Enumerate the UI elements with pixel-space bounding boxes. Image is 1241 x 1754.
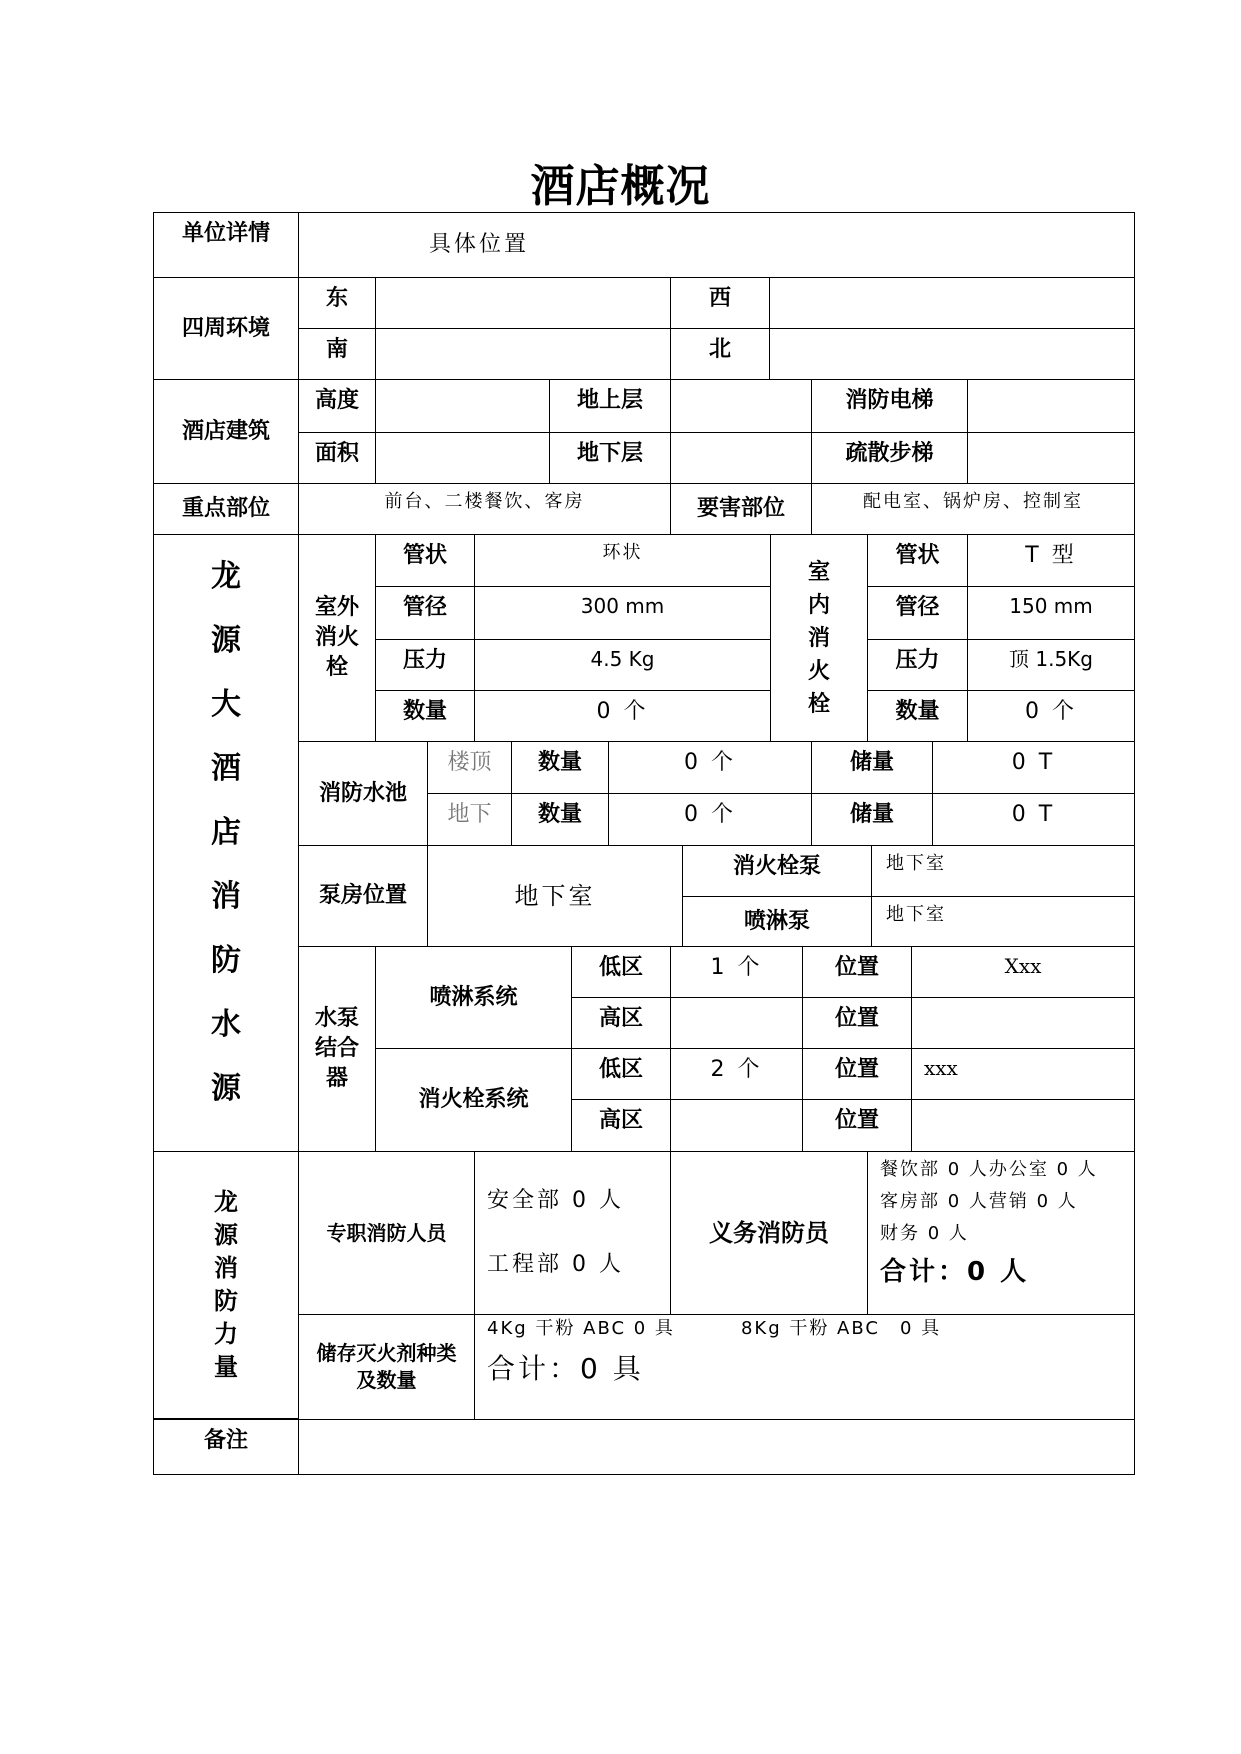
volunteer-firefighters-label: 义务消防员 xyxy=(670,1151,868,1315)
fire-elevator-label: 消防电梯 xyxy=(811,379,968,433)
hotel-overview-table xyxy=(153,212,1135,1475)
hydrant-high-position-label: 位置 xyxy=(802,1099,912,1152)
north-value xyxy=(769,328,1135,380)
north-label: 北 xyxy=(670,328,770,380)
fire-pool-basement-storage: 0 T xyxy=(932,793,1135,846)
height-value xyxy=(375,379,550,433)
pump-adapter-label: 水泵 结合 器 xyxy=(298,946,376,1152)
fire-pool-roof-label: 楼顶 xyxy=(427,741,512,794)
fire-pool-basement-label: 地下 xyxy=(427,793,512,846)
south-label: 南 xyxy=(298,328,376,380)
indoor-count-value: 0 个 xyxy=(967,690,1135,742)
fire-elevator-value xyxy=(967,379,1135,433)
evac-stairs-label: 疏散步梯 xyxy=(811,432,968,484)
key-parts-label: 重点部位 xyxy=(153,483,299,535)
vital-parts-label: 要害部位 xyxy=(670,483,812,535)
sprinkler-low-position-label: 位置 xyxy=(802,946,912,998)
hydrant-high-position xyxy=(911,1099,1135,1152)
volunteer-total: 合计：0 人 xyxy=(880,1257,1030,1287)
outdoor-pressure-label: 压力 xyxy=(375,639,475,691)
unit-location: 具体位置 xyxy=(298,212,1135,278)
remarks-value xyxy=(298,1419,1135,1475)
south-value xyxy=(375,328,671,380)
sprinkler-low-count: 1 个 xyxy=(670,946,803,998)
extinguisher-total: 合计：0 具 xyxy=(487,1352,644,1386)
security-dept-count: 安全部 0 人 xyxy=(487,1188,624,1214)
outdoor-pipe-shape-label: 管状 xyxy=(375,534,475,587)
indoor-diameter-label: 管径 xyxy=(867,586,968,640)
volunteer-line: 餐饮部 0 人办公室 0 人 xyxy=(880,1159,1098,1180)
east-value xyxy=(375,277,671,329)
hydrant-high-count xyxy=(670,1099,803,1152)
extinguisher-4kg: 4Kg 干粉 ABC 0 具 xyxy=(487,1318,675,1339)
outdoor-hydrant-label: 室外 消火 栓 xyxy=(298,534,376,742)
west-label: 西 xyxy=(670,277,770,329)
area-label: 面积 xyxy=(298,432,376,484)
sprinkler-low-position: Xxx xyxy=(911,946,1135,998)
indoor-diameter-value: 150 mm xyxy=(967,586,1135,640)
hydrant-high-label: 高区 xyxy=(571,1099,671,1152)
hydrant-low-label: 低区 xyxy=(571,1048,671,1100)
indoor-pressure-label: 压力 xyxy=(867,639,968,691)
sprinkler-low-label: 低区 xyxy=(571,946,671,998)
above-floors-label: 地上层 xyxy=(549,379,671,433)
fire-pool-label: 消防水池 xyxy=(298,741,428,846)
fire-pool-basement-count: 0 个 xyxy=(608,793,812,846)
pump-room-value: 地下室 xyxy=(427,845,683,947)
sprinkler-high-label: 高区 xyxy=(571,997,671,1049)
indoor-pressure-value: 顶 1.5Kg xyxy=(967,639,1135,691)
fire-pool-roof-count: 0 个 xyxy=(608,741,812,794)
area-value xyxy=(375,432,550,484)
outdoor-diameter-value: 300 mm xyxy=(474,586,771,640)
page-title: 酒店概况 xyxy=(530,161,711,212)
full-time-firefighters-label: 专职消防人员 xyxy=(298,1151,475,1315)
water-source-side-label: 龙 源 大 酒 店 消 防 水 源 xyxy=(153,534,299,1152)
engineering-dept-count: 工程部 0 人 xyxy=(487,1252,624,1277)
outdoor-pipe-shape-value: 环状 xyxy=(474,534,771,587)
volunteer-line: 客房部 0 人营销 0 人 xyxy=(880,1191,1078,1212)
below-floors-value xyxy=(670,432,812,484)
fire-pool-roof-storage-label: 储量 xyxy=(811,741,933,794)
volunteer-firefighters-value xyxy=(867,1151,1135,1315)
building-label: 酒店建筑 xyxy=(153,379,299,484)
sprinkler-pump-location: 地下室 xyxy=(871,896,1135,947)
unit-label: 单位详情 xyxy=(153,212,299,278)
evac-stairs-value xyxy=(967,432,1135,484)
fire-pool-roof-storage: 0 T xyxy=(932,741,1135,794)
fire-pool-basement-count-label: 数量 xyxy=(511,793,609,846)
fire-pool-basement-storage-label: 储量 xyxy=(811,793,933,846)
extinguisher-label: 储存灭火剂种类 及数量 xyxy=(298,1314,475,1420)
outdoor-count-label: 数量 xyxy=(375,690,475,742)
sprinkler-system-label: 喷淋系统 xyxy=(375,946,572,1049)
volunteer-line: 财务 0 人 xyxy=(880,1223,969,1244)
fire-pool-roof-count-label: 数量 xyxy=(511,741,609,794)
sprinkler-high-position xyxy=(911,997,1135,1049)
hydrant-low-position: xxx xyxy=(911,1048,1135,1100)
outdoor-diameter-label: 管径 xyxy=(375,586,475,640)
height-label: 高度 xyxy=(298,379,376,433)
indoor-hydrant-label: 室 内 消 火 栓 xyxy=(770,534,868,742)
indoor-count-label: 数量 xyxy=(867,690,968,742)
below-floors-label: 地下层 xyxy=(549,432,671,484)
hydrant-low-count: 2 个 xyxy=(670,1048,803,1100)
hydrant-low-position-label: 位置 xyxy=(802,1048,912,1100)
surroundings-label: 四周环境 xyxy=(153,277,299,380)
key-parts-value: 前台、二楼餐饮、客房 xyxy=(298,483,671,535)
outdoor-count-value: 0 个 xyxy=(474,690,771,742)
above-floors-value xyxy=(670,379,812,433)
pump-room-label: 泵房位置 xyxy=(298,845,428,947)
extinguisher-8kg: 8Kg 干粉 ABC 0 具 xyxy=(740,1318,942,1339)
force-side-label: 龙 源 消 防 力 量 xyxy=(153,1151,299,1419)
outdoor-pressure-value: 4.5 Kg xyxy=(474,639,771,691)
indoor-pipe-shape-label: 管状 xyxy=(867,534,968,587)
hydrant-pump-location: 地下室 xyxy=(871,845,1135,897)
sprinkler-high-count xyxy=(670,997,803,1049)
remarks-label: 备注 xyxy=(153,1419,299,1475)
sprinkler-high-position-label: 位置 xyxy=(802,997,912,1049)
hydrant-pump-label: 消火栓泵 xyxy=(682,845,872,897)
extinguisher-value xyxy=(474,1314,1135,1420)
sprinkler-pump-label: 喷淋泵 xyxy=(682,896,872,947)
full-time-firefighters-value xyxy=(474,1151,671,1315)
east-label: 东 xyxy=(298,277,376,329)
west-value xyxy=(769,277,1135,329)
hydrant-system-label: 消火栓系统 xyxy=(375,1048,572,1152)
vital-parts-value: 配电室、锅炉房、控制室 xyxy=(811,483,1135,535)
indoor-pipe-shape-value: T 型 xyxy=(967,534,1135,587)
